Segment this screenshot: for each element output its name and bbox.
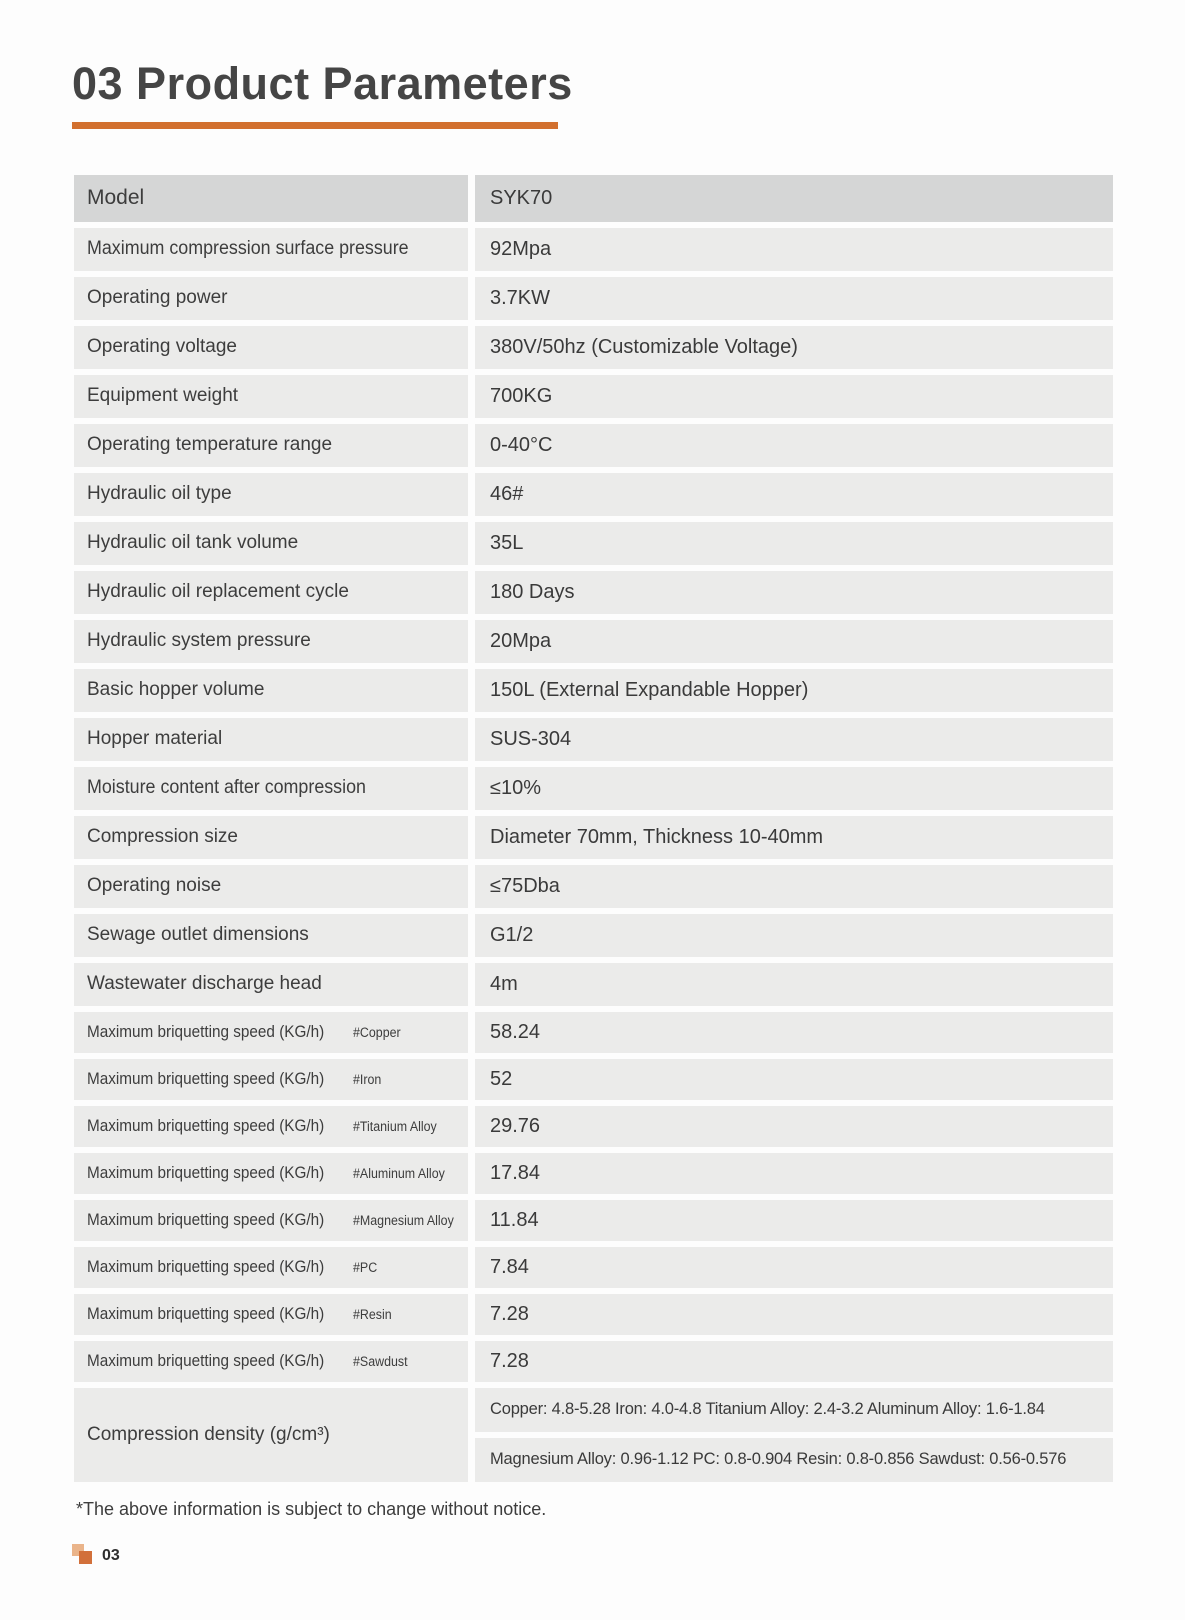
param-value-cell [475, 620, 1113, 663]
param-label-cell [74, 865, 468, 908]
param-value-cell [475, 1247, 1113, 1288]
param-label-text: Maximum briquetting speed (KG/h) [87, 1022, 325, 1042]
param-value-cell [475, 522, 1113, 565]
param-value-text: 20Mpa [490, 629, 552, 652]
param-value-text: Diameter 70mm, Thickness 10-40mm [490, 825, 824, 848]
param-label-text: Hydraulic system pressure [87, 630, 311, 652]
header-value-text: SYK70 [490, 186, 553, 209]
param-label-cell [74, 718, 468, 761]
param-label-cell [74, 1341, 468, 1382]
table-row [74, 375, 1113, 418]
table-row-briquetting-speed [74, 1200, 1113, 1241]
param-label-text: Hopper material [87, 728, 223, 750]
table-row [74, 718, 1113, 761]
param-label-cell [74, 963, 468, 1006]
product-parameters-table [74, 175, 1113, 1482]
param-value-text: 380V/50hz (Customizable Voltage) [490, 335, 798, 358]
table-row [74, 963, 1113, 1006]
param-label-cell [74, 522, 468, 565]
density-value-text: Magnesium Alloy: 0.96-1.12 PC: 0.8-0.904 Resin: 0.8-0.856 Sawdust: 0.56-0.576 [490, 1450, 1067, 1469]
param-value-text: 700KG [490, 384, 553, 407]
param-label-cell [74, 1200, 468, 1241]
param-label-cell [74, 1388, 468, 1482]
param-value-cell [475, 375, 1113, 418]
page-number: 03 [102, 1547, 120, 1564]
table-row [74, 473, 1113, 516]
param-label-text: Compression density (g/cm³) [87, 1423, 330, 1445]
density-value-text: Copper: 4.8-5.28 Iron: 4.0-4.8 Titanium Alloy: 2.4-3.2 Aluminum Alloy: 1.6-1.84 [490, 1400, 1045, 1419]
table-row [74, 424, 1113, 467]
param-label-cell [74, 571, 468, 614]
param-label-cell [74, 228, 468, 271]
param-label-cell [74, 914, 468, 957]
param-label-text: Equipment weight [87, 385, 239, 407]
table-row [74, 620, 1113, 663]
param-value-text: 52 [490, 1067, 513, 1090]
param-value-cell [475, 1153, 1113, 1194]
density-value-line [475, 1438, 1113, 1482]
table-header-row [74, 175, 1113, 222]
param-value-text: 7.28 [490, 1349, 529, 1372]
table-row [74, 816, 1113, 859]
param-value-cell [475, 326, 1113, 369]
param-value-cell [475, 718, 1113, 761]
density-value-line [475, 1388, 1113, 1432]
param-value-cell [475, 914, 1113, 957]
table-row [74, 571, 1113, 614]
param-value-text: 150L (External Expandable Hopper) [490, 678, 809, 701]
param-value-text: 29.76 [490, 1114, 541, 1137]
table-row-briquetting-speed [74, 1247, 1113, 1288]
param-label-text: Maximum briquetting speed (KG/h) [87, 1210, 325, 1230]
param-value-cell [475, 228, 1113, 271]
param-label-cell [74, 375, 468, 418]
param-label-cell [74, 1106, 468, 1147]
param-label-cell [74, 326, 468, 369]
param-value-cell [475, 1106, 1113, 1147]
header-label-text: Model [87, 186, 145, 210]
param-value-cell [475, 669, 1113, 712]
param-value-cell [475, 767, 1113, 810]
param-label-text: Sewage outlet dimensions [87, 924, 309, 946]
header-label-cell [74, 175, 468, 222]
footer-square-dark-icon [79, 1551, 92, 1564]
param-value-text: 3.7KW [490, 286, 551, 309]
param-label-cell [74, 1153, 468, 1194]
material-tag: #PC [352, 1259, 377, 1275]
param-label-cell [74, 1012, 468, 1053]
material-tag: #Aluminum Alloy [352, 1165, 445, 1181]
param-label-cell [74, 277, 468, 320]
page-title: 03 Product Parameters [72, 58, 573, 109]
table-row-briquetting-speed [74, 1106, 1113, 1147]
param-value-text: SUS-304 [490, 727, 572, 750]
table-row-compression-density [74, 1388, 1113, 1482]
material-tag: #Titanium Alloy [352, 1118, 437, 1134]
param-label-text: Maximum briquetting speed (KG/h) [87, 1257, 325, 1277]
param-label-text: Hydraulic oil replacement cycle [87, 581, 349, 603]
table-row [74, 865, 1113, 908]
param-label-text: Compression size [87, 826, 238, 848]
param-value-cell [475, 424, 1113, 467]
param-label-cell [74, 424, 468, 467]
title-underline-bar [72, 122, 558, 129]
param-value-text: 7.28 [490, 1302, 529, 1325]
param-label-text: Operating temperature range [87, 434, 333, 456]
table-row-briquetting-speed [74, 1341, 1113, 1382]
param-value-text: 58.24 [490, 1020, 541, 1043]
param-value-cell [475, 571, 1113, 614]
param-label-text: Maximum briquetting speed (KG/h) [87, 1351, 325, 1371]
param-label-text: Hydraulic oil type [87, 483, 232, 505]
material-tag: #Copper [352, 1024, 401, 1040]
param-value-text: ≤10% [490, 776, 542, 799]
param-label-text: Maximum briquetting speed (KG/h) [87, 1116, 325, 1136]
param-value-cell [475, 1294, 1113, 1335]
param-value-text: 35L [490, 531, 524, 554]
table-row [74, 669, 1113, 712]
material-tag: #Magnesium Alloy [352, 1212, 454, 1228]
table-row [74, 522, 1113, 565]
param-label-text: Maximum briquetting speed (KG/h) [87, 1304, 325, 1324]
param-value-text: 7.84 [490, 1255, 529, 1278]
param-value-cell [475, 1059, 1113, 1100]
param-label-text: Maximum compression surface pressure [87, 238, 409, 260]
param-label-text: Hydraulic oil tank volume [87, 532, 299, 554]
table-row [74, 914, 1113, 957]
param-label-text: Basic hopper volume [87, 679, 265, 701]
param-value-text: 46# [490, 482, 524, 505]
table-row-briquetting-speed [74, 1294, 1113, 1335]
param-value-cell [475, 1341, 1113, 1382]
param-label-text: Operating noise [87, 875, 222, 897]
table-row [74, 326, 1113, 369]
table-row-briquetting-speed [74, 1059, 1113, 1100]
table-row [74, 767, 1113, 810]
param-value-text: ≤75Dba [490, 874, 560, 897]
table-row-briquetting-speed [74, 1153, 1113, 1194]
param-label-cell [74, 1294, 468, 1335]
param-value-cell [475, 1200, 1113, 1241]
footnote-text: *The above information is subject to change without notice. [76, 1498, 547, 1519]
param-value-cell [475, 816, 1113, 859]
param-label-cell [74, 767, 468, 810]
param-value-text: 92Mpa [490, 237, 552, 260]
param-label-text: Moisture content after compression [87, 777, 366, 799]
param-label-cell [74, 1247, 468, 1288]
param-value-text: 0-40°C [490, 433, 553, 456]
table-row [74, 277, 1113, 320]
material-tag: #Resin [352, 1306, 392, 1322]
param-label-text: Wastewater discharge head [87, 973, 322, 995]
param-label-text: Operating power [87, 287, 228, 309]
table-row [74, 228, 1113, 271]
title-block [0, 0, 1185, 129]
param-label-cell [74, 1059, 468, 1100]
param-value-text: 4m [490, 972, 518, 995]
param-value-cell [475, 473, 1113, 516]
header-value-cell [475, 175, 1113, 222]
param-value-cell [475, 277, 1113, 320]
param-label-cell [74, 620, 468, 663]
param-label-text: Maximum briquetting speed (KG/h) [87, 1163, 325, 1183]
param-label-text: Operating voltage [87, 336, 237, 358]
param-value-cell [475, 1012, 1113, 1053]
param-value-text: G1/2 [490, 923, 534, 946]
param-label-cell [74, 473, 468, 516]
param-value-cell [475, 963, 1113, 1006]
param-label-cell [74, 669, 468, 712]
material-tag: #Sawdust [352, 1353, 408, 1369]
material-tag: #Iron [352, 1071, 381, 1087]
param-value-text: 180 Days [490, 580, 575, 603]
param-value-text: 17.84 [490, 1161, 541, 1184]
param-value-text: 11.84 [490, 1208, 539, 1231]
param-value-cell [475, 865, 1113, 908]
param-label-text: Maximum briquetting speed (KG/h) [87, 1069, 325, 1089]
table-row-briquetting-speed [74, 1012, 1113, 1053]
param-label-cell [74, 816, 468, 859]
density-values-stack [475, 1388, 1113, 1482]
